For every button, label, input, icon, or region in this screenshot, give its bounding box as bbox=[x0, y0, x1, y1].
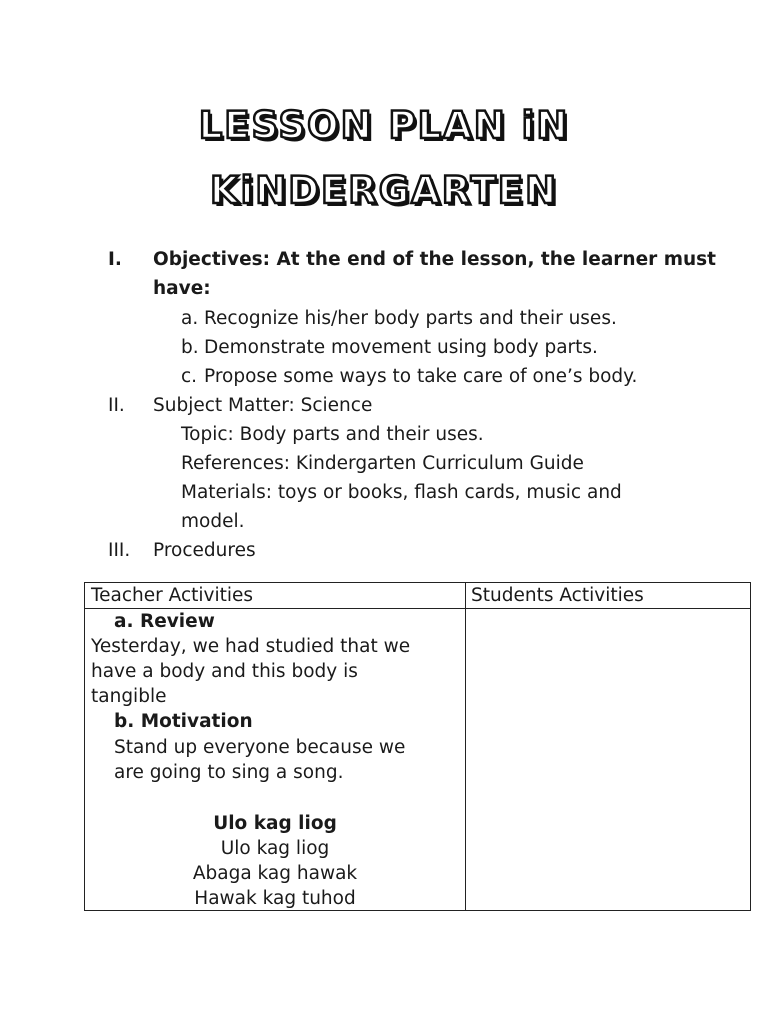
procedures-heading: Procedures bbox=[153, 540, 256, 561]
subject-matter-numeral: II. bbox=[108, 395, 125, 416]
procedures-numeral: III. bbox=[108, 540, 131, 561]
song-line1: Ulo kag liog bbox=[220, 838, 330, 859]
motivation-heading: b. Motivation bbox=[114, 711, 253, 732]
procedures-table bbox=[84, 582, 751, 911]
review-text-line3: tangible bbox=[91, 686, 167, 707]
objectives-heading-line1: Objectives: At the end of the lesson, the learner must bbox=[153, 249, 717, 270]
objective-marker-b: b. bbox=[181, 337, 199, 358]
document-title-line1: LESSON PLAN iN bbox=[198, 104, 570, 147]
subject-references: References: Kindergarten Curriculum Guide bbox=[181, 453, 584, 474]
objective-item-c: Propose some ways to take care of one’s body. bbox=[204, 366, 638, 387]
objective-marker-a: a. bbox=[181, 308, 199, 329]
review-text-line1: Yesterday, we had studied that we bbox=[91, 636, 411, 657]
table-column-divider bbox=[465, 583, 466, 910]
motivation-text-line1: Stand up everyone because we bbox=[114, 737, 406, 758]
header-students-activities: Students Activities bbox=[471, 585, 644, 606]
objective-item-b: Demonstrate movement using body parts. bbox=[204, 337, 598, 358]
motivation-text-line2: are going to sing a song. bbox=[114, 762, 344, 783]
review-heading: a. Review bbox=[114, 611, 215, 632]
song-line2: Abaga kag hawak bbox=[192, 863, 358, 884]
subject-topic: Topic: Body parts and their uses. bbox=[181, 424, 484, 445]
document-title-line2: KiNDERGARTEN bbox=[209, 169, 559, 212]
objective-item-a: Recognize his/her body parts and their uses. bbox=[204, 308, 617, 329]
subject-materials: Materials: toys or books, flash cards, music and bbox=[181, 482, 622, 503]
subject-matter-heading: Subject Matter: Science bbox=[153, 395, 373, 416]
header-teacher-activities: Teacher Activities bbox=[91, 585, 254, 606]
objectives-heading-line2: have: bbox=[153, 278, 211, 299]
song-title: Ulo kag liog bbox=[213, 813, 337, 834]
song-line3: Hawak kag tuhod bbox=[194, 888, 356, 909]
objectives-numeral: I. bbox=[108, 249, 122, 270]
review-text-line2: have a body and this body is bbox=[91, 661, 358, 682]
subject-materials-cont: model. bbox=[181, 511, 245, 532]
objective-marker-c: c. bbox=[181, 366, 198, 387]
